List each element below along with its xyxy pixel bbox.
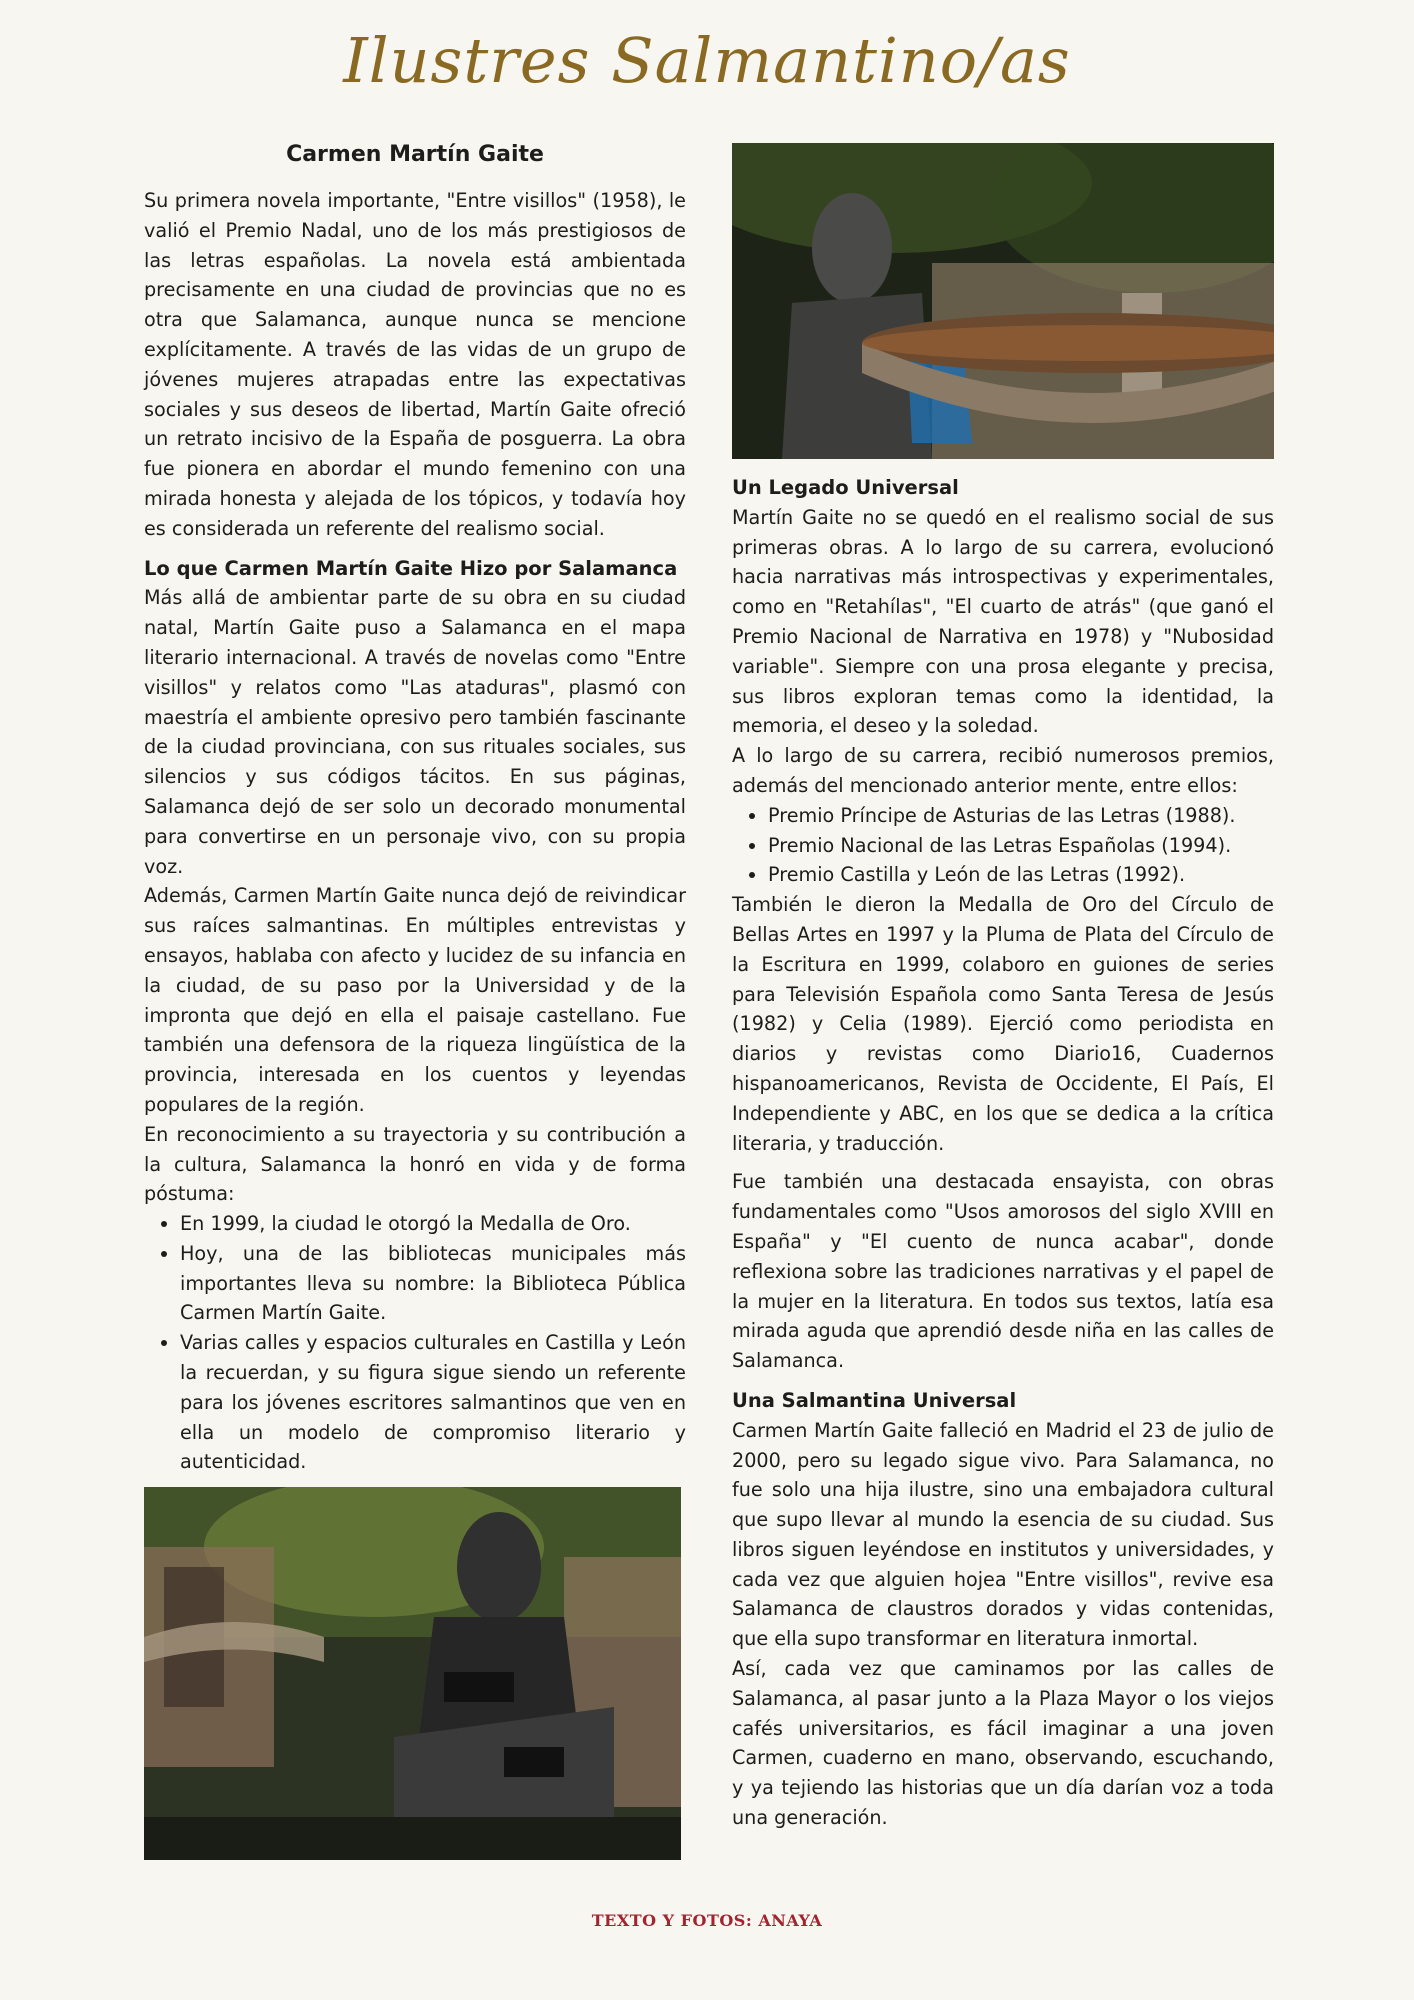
page-title: Ilustres Salmantino/as	[343, 23, 1071, 97]
legacy-paragraph-3: También le dieron la Medalla de Oro del Círculo de Bellas Artes en 1997 y la Pluma de Plata del Círculo de la Escritura en 1999, colaboro en guiones de series para Televisión Española como Santa Teresa de Jesús (1982) y Celia (1989). Ejerció como periodista en diarios y revistas como Diario16, Cuadernos hispanoamericanos, Revista de Occidente, El País, El Independiente y ABC, en los que se dedica a la crítica literaria, y traducción.	[732, 893, 1274, 1155]
masthead	[0, 0, 1414, 120]
article-title: Carmen Martín Gaite	[286, 142, 544, 167]
statue-photo-top-image	[732, 143, 1274, 459]
closing-paragraph-1: Carmen Martín Gaite falleció en Madrid el 23 de julio de 2000, pero su legado sigue vivo. Para Salamanca, no fue solo una hija ilustre, sino una embajadora cultural que supo llevar al mundo la esencia de su ciudad. Sus libros siguen leyéndose en institutos y universidades, y cada vez que alguien hojea "Entre visillos", revive esa Salamanca de claustros dorados y vidas contenidas, que ella supo transformar en literatura inmortal.	[732, 1418, 1274, 1651]
honors-list	[144, 1209, 686, 1477]
list-item: • Premio Príncipe de Asturias de las Letras (1988).	[768, 801, 1274, 831]
legacy-heading: Un Legado Universal	[732, 476, 959, 499]
statue-photo-bottom	[144, 1487, 681, 1860]
salamanca-paragraph-3: En reconocimiento a su trayectoria y su contribución a la cultura, Salamanca la honró en vida y de forma póstuma:	[144, 1122, 686, 1206]
statue-photo-top	[732, 143, 1274, 459]
statue-photo-bottom-image	[144, 1487, 681, 1860]
salamanca-section-heading: Lo que Carmen Martín Gaite Hizo por Salamanca	[144, 556, 678, 580]
list-item: • Premio Nacional de las Letras Españolas (1994).	[768, 831, 1274, 861]
legacy-paragraph-4: Fue también una destacada ensayista, con obras fundamentales como "Usos amorosos del siglo XVIII en España" y "El cuento de nunca acabar", donde reflexiona sobre las tradiciones narrativas y el papel de la mujer en la literatura. En todos sus textos, latía esa mirada aguda que aprendió desde niña en las calles de Salamanca.	[732, 1170, 1274, 1373]
list-item: • Varias calles y espacios culturales en Castilla y León la recuerdan, y su figura sigue siendo un referente para los jóvenes escritores salmantinos que ven en ella un modelo de compromiso literario y autenticidad.	[180, 1328, 686, 1477]
awards-list	[732, 801, 1274, 890]
legacy-paragraph-1: Martín Gaite no se quedó en el realismo social de sus primeras obras. A lo largo de su carrera, evolucionó hacia narrativas más introspectivas y experimentales, como en "Retahílas", "El cuarto de atrás" (que ganó el Premio Nacional de Narrativa en 1978) y "Nubosidad variable". Siempre con una prosa elegante y precisa, sus libros exploran temas como la identidad, la memoria, el deseo y la soledad.	[732, 505, 1274, 738]
right-column	[732, 143, 1274, 1833]
footer-credit: TEXTO Y FOTOS: ANAYA	[591, 1911, 823, 1930]
list-item: • Hoy, una de las bibliotecas municipales más importantes lleva su nombre: la Biblioteca Pública Carmen Martín Gaite.	[180, 1239, 686, 1328]
salamanca-paragraph-1: Más allá de ambientar parte de su obra en su ciudad natal, Martín Gaite puso a Salamanca en el mapa literario internacional. A través de novelas como "Entre visillos" y relatos como "Las ataduras", plasmó con maestría el ambiente opresivo pero también fascinante de la ciudad provinciana, con sus rituales sociales, sus silencios y sus códigos tácitos. En sus páginas, Salamanca dejó de ser solo un decorado monumental para convertirse en un personaje vivo, con su propia voz.	[144, 586, 686, 878]
legacy-paragraph-2: A lo largo de su carrera, recibió numerosos premios, además del mencionado anterior mente, entre ellos:	[732, 744, 1274, 797]
salamanca-paragraph-2: Además, Carmen Martín Gaite nunca dejó de reivindicar sus raíces salmantinas. En múltiples entrevistas y ensayos, hablaba con afecto y lucidez de su infancia en la ciudad, de su paso por la Universidad y de la impronta que dejó en ella el paisaje castellano. Fue también una defensora de la riqueza lingüística de la provincia, interesada en los cuentos y leyendas populares de la región.	[144, 884, 686, 1116]
closing-paragraph-2: Así, cada vez que caminamos por las calles de Salamanca, al pasar junto a la Plaza Mayor o los viejos cafés universitarios, es fácil imaginar a una joven Carmen, cuaderno en mano, observando, escuchando, y ya tejiendo las historias que un día darían voz a toda una generación.	[732, 1657, 1274, 1830]
intro-paragraph: Su primera novela importante, "Entre visillos" (1958), le valió el Premio Nadal, uno de los más prestigiosos de las letras españolas. La novela está ambientada precisamente en una ciudad de provincias que no es otra que Salamanca, aunque nunca se mencione explícitamente. A través de las vidas de un grupo de jóvenes mujeres atrapadas entre las expectativas sociales y sus deseos de libertad, Martín Gaite ofreció un retrato incisivo de la España de posguerra. La obra fue pionera en abordar el mundo femenino con una mirada honesta y alejada de los tópicos, y todavía hoy es considerada un referente del realismo social.	[144, 189, 686, 540]
closing-heading: Una Salmantina Universal	[732, 1388, 1017, 1412]
left-column	[144, 140, 686, 1860]
list-item: • Premio Castilla y León de las Letras (1992).	[768, 860, 1274, 890]
list-item: • En 1999, la ciudad le otorgó la Medalla de Oro.	[180, 1209, 686, 1239]
